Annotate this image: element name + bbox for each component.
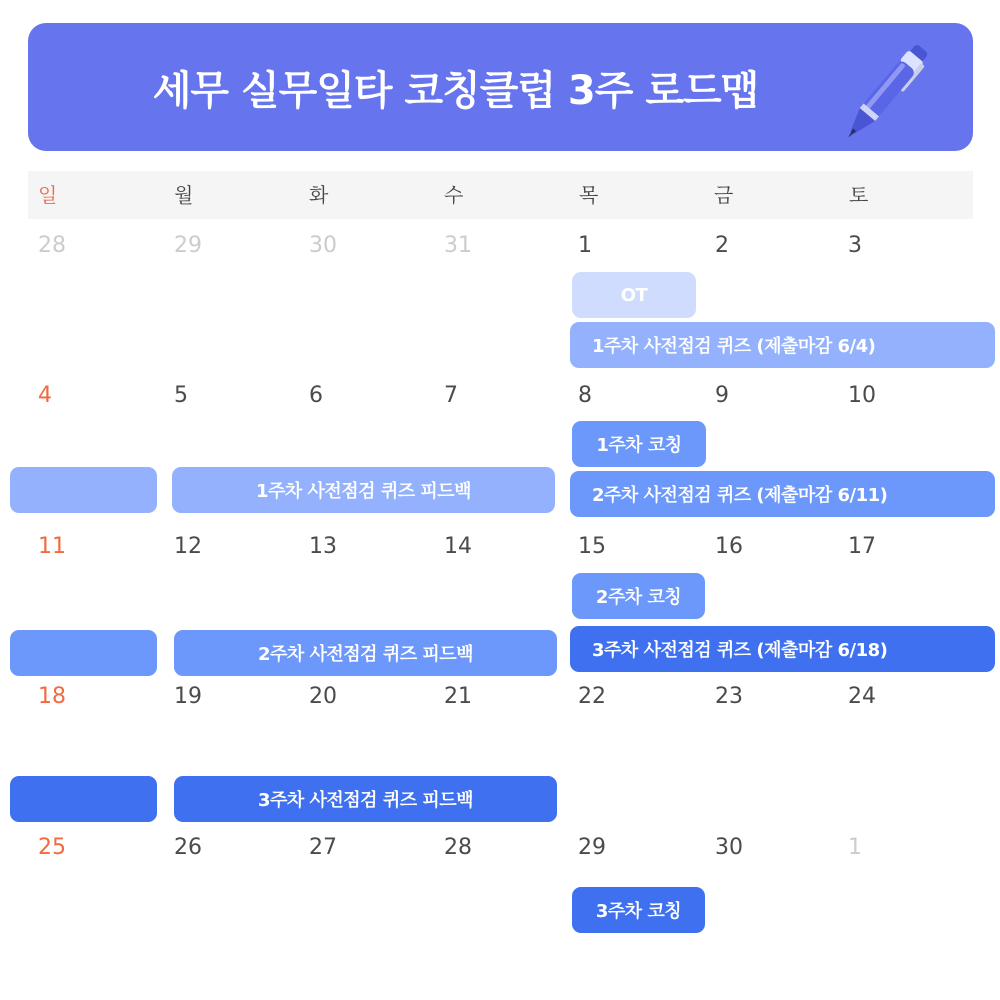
day-cell[interactable]: 9 — [715, 383, 729, 408]
day-cell[interactable]: 25 — [38, 835, 66, 860]
event-quiz-week2[interactable]: 2주차 사전점검 퀴즈 (제출마감 6/11) — [570, 471, 995, 517]
day-cell[interactable]: 30 — [715, 835, 743, 860]
day-cell[interactable]: 18 — [38, 684, 66, 709]
event-feedback-week1[interactable]: 1주차 사전점검 퀴즈 피드백 — [172, 467, 555, 513]
page-title: 세무 실무일타 코칭클럽 3주 로드맵 — [152, 67, 759, 114]
day-cell[interactable]: 29 — [578, 835, 606, 860]
day-cell[interactable]: 14 — [444, 534, 472, 559]
event-feedback-week3[interactable]: 3주차 사전점검 퀴즈 피드백 — [174, 776, 557, 822]
day-cell[interactable]: 10 — [848, 383, 876, 408]
day-cell[interactable]: 12 — [174, 534, 202, 559]
day-cell[interactable]: 20 — [309, 684, 337, 709]
weekday-sunday: 일 — [38, 183, 58, 207]
weekday-monday: 월 — [174, 183, 194, 207]
event-coaching-week1[interactable]: 1주차 코칭 — [572, 421, 706, 467]
day-cell[interactable]: 29 — [174, 233, 202, 258]
day-cell[interactable]: 30 — [309, 233, 337, 258]
weekday-wednesday: 수 — [444, 183, 464, 207]
day-cell[interactable]: 31 — [444, 233, 472, 258]
event-feedback-week2-start[interactable] — [10, 630, 157, 676]
day-cell[interactable]: 15 — [578, 534, 606, 559]
weekday-saturday: 토 — [849, 183, 869, 207]
day-cell[interactable]: 24 — [848, 684, 876, 709]
day-cell[interactable]: 16 — [715, 534, 743, 559]
event-ot[interactable]: OT — [572, 272, 696, 318]
event-coaching-week3[interactable]: 3주차 코칭 — [572, 887, 705, 933]
event-feedback-week2[interactable]: 2주차 사전점검 퀴즈 피드백 — [174, 630, 557, 676]
day-cell[interactable]: 19 — [174, 684, 202, 709]
day-cell[interactable]: 1 — [848, 835, 862, 860]
day-cell[interactable]: 23 — [715, 684, 743, 709]
event-quiz-week3[interactable]: 3주차 사전점검 퀴즈 (제출마감 6/18) — [570, 626, 995, 672]
weekday-friday: 금 — [714, 183, 734, 207]
day-cell[interactable]: 1 — [578, 233, 592, 258]
day-cell[interactable]: 7 — [444, 383, 458, 408]
day-cell[interactable]: 28 — [444, 835, 472, 860]
day-cell[interactable]: 3 — [848, 233, 862, 258]
event-coaching-week2[interactable]: 2주차 코칭 — [572, 573, 705, 619]
pen-icon — [828, 28, 948, 153]
weekday-thursday: 목 — [579, 183, 599, 207]
day-cell[interactable]: 22 — [578, 684, 606, 709]
day-cell[interactable]: 26 — [174, 835, 202, 860]
event-feedback-week3-start[interactable] — [10, 776, 157, 822]
day-cell[interactable]: 11 — [38, 534, 66, 559]
day-cell[interactable]: 2 — [715, 233, 729, 258]
day-cell[interactable]: 13 — [309, 534, 337, 559]
title-banner — [28, 23, 973, 151]
day-cell[interactable]: 5 — [174, 383, 188, 408]
event-feedback-week1-start[interactable] — [10, 467, 157, 513]
weekday-tuesday: 화 — [309, 183, 329, 207]
day-cell[interactable]: 4 — [38, 383, 52, 408]
day-cell[interactable]: 27 — [309, 835, 337, 860]
event-quiz-week1[interactable]: 1주차 사전점검 퀴즈 (제출마감 6/4) — [570, 322, 995, 368]
day-cell[interactable]: 6 — [309, 383, 323, 408]
day-cell[interactable]: 17 — [848, 534, 876, 559]
day-cell[interactable]: 21 — [444, 684, 472, 709]
day-cell[interactable]: 28 — [38, 233, 66, 258]
weekday-header — [28, 171, 973, 219]
day-cell[interactable]: 8 — [578, 383, 592, 408]
